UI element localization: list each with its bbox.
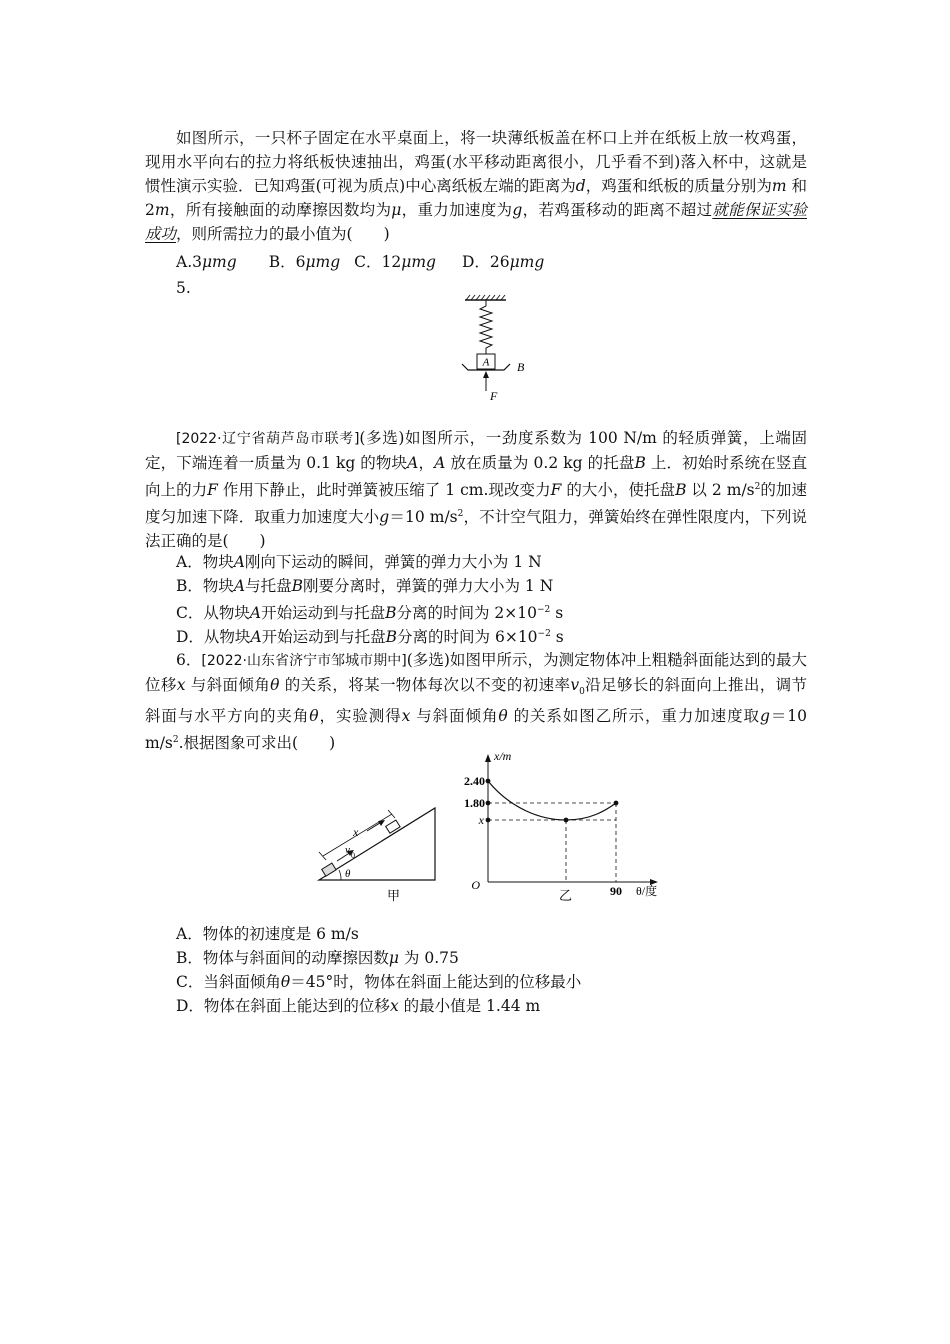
displacement-tick-end <box>388 810 395 818</box>
point-1-80 <box>486 801 491 806</box>
q6-option-d: D．物体在斜面上能达到的位移x 的最小值是 1.44 m <box>176 997 541 1015</box>
point-90 <box>614 801 619 806</box>
force-arrow-icon <box>483 371 489 378</box>
label-b: B <box>517 360 525 374</box>
q4-option-a: A.3μmg <box>176 253 237 271</box>
q4-option-d: D．26μmg <box>461 253 545 271</box>
ceiling-hatch <box>466 295 505 300</box>
q5-stem: [2022·辽宁省葫芦岛市联考](多选)如图所示，一劲度系数为 100 N/m 的轻质弹簧，上端固定，下端连着一质量为 0.1 kg 的物块A，A 放在质量为 0.2 kg 的托盘B 上．初始时系统在竖直向上的力F 作用下静止，此时弹簧被压缩了 1 cm.现改变力F 的大小，使托盘B 以 2 $m/s^2$的加速度匀加速下降．取重力加速度大小g＝10 $m/s^2$，不计空气阻力，弹簧始终在弹性限度内，下列说法正确的是( ) <box>145 429 807 551</box>
point-minimum <box>564 818 569 823</box>
q5-number: 5. <box>176 279 191 297</box>
spring-tray-figure <box>440 294 550 406</box>
y-tick-1-80: 1.80 <box>464 796 485 810</box>
q5-option-a: A．物块A刚向下运动的瞬间，弹簧的弹力大小为 1 N <box>176 553 542 571</box>
caption-yi: 乙 <box>559 888 573 903</box>
y-tick-2-40: 2.40 <box>464 774 485 788</box>
origin-label: O <box>471 878 480 892</box>
label-x: x <box>353 825 359 839</box>
incline-triangle <box>319 808 435 880</box>
spring <box>480 300 492 354</box>
displacement-tick-start <box>319 852 326 860</box>
q5-option-d: D．从物块A开始运动到与托盘B分离的时间为 $6\times 10^{-2}$ s <box>176 628 564 647</box>
q6-option-c: C．当斜面倾角θ＝45°时，物体在斜面上能达到的位移最小 <box>176 973 582 991</box>
x-tick-90: 90 <box>610 884 622 898</box>
incline-figure <box>315 800 445 908</box>
x-axis-label: θ/度 <box>636 884 658 898</box>
y-axis-arrow-icon <box>485 754 491 762</box>
q5-option-b: B．物块A与托盘B刚要分离时，弹簧的弹力大小为 1 N <box>176 577 554 595</box>
q6-option-b: B．物体与斜面间的动摩擦因数μ 为 0.75 <box>176 949 459 967</box>
y-axis-label: x/m <box>494 749 512 763</box>
q6-option-a: A．物体的初速度是 6 m/s <box>176 925 359 943</box>
q6-stem: 6．[2022·山东省济宁市邹城市期中](多选)如图甲所示，为测定物体冲上粗糙斜面能达到的最大位移x 与斜面倾角θ 的关系，将某一物体每次以不变的初速率$v_0$沿足够长的斜面向上推出，调节斜面与水平方向的夹角θ，实验测得x 与斜面倾角θ 的关系如图乙所示，重力加速度取g＝10 $m/s^2$.根据图象可求出( ) <box>145 651 807 753</box>
x-theta-curve <box>488 781 616 820</box>
label-v-sub: 0 <box>351 851 355 860</box>
label-theta: θ <box>345 868 351 880</box>
x-theta-graph <box>464 748 670 908</box>
q5-option-c: C．从物块A开始运动到与托盘B分离的时间为 $2\times 10^{-2}$ s <box>176 604 564 623</box>
point-start <box>486 779 491 784</box>
label-a: A <box>482 356 490 369</box>
q4-option-b: B．6μmg <box>268 253 341 271</box>
label-f: F <box>490 389 498 403</box>
y-tick-x: x <box>478 813 484 827</box>
q4-option-c: C．12μmg <box>354 253 436 271</box>
point-x <box>486 818 491 823</box>
q4-stem: 如图所示，一只杯子固定在水平桌面上，将一块薄纸板盖在杯口上并在纸板上放一枚鸡蛋，现用水平向右的拉力将纸板快速抽出，鸡蛋(水平移动距离很小，几乎看不到)落入杯中，这就是惯性演示实验．已知鸡蛋(可视为质点)中心离纸板左端的距离为d，鸡蛋和纸板的质量分别为m 和 2m，所有接触面的动摩擦因数均为μ，重力加速度为g，若鸡蛋移动的距离不超过就能保证实验成功，则所需拉力的最小值为( ) <box>145 129 807 243</box>
q4-options <box>176 250 816 274</box>
caption-jia: 甲 <box>387 888 401 903</box>
label-v: v <box>345 844 350 856</box>
